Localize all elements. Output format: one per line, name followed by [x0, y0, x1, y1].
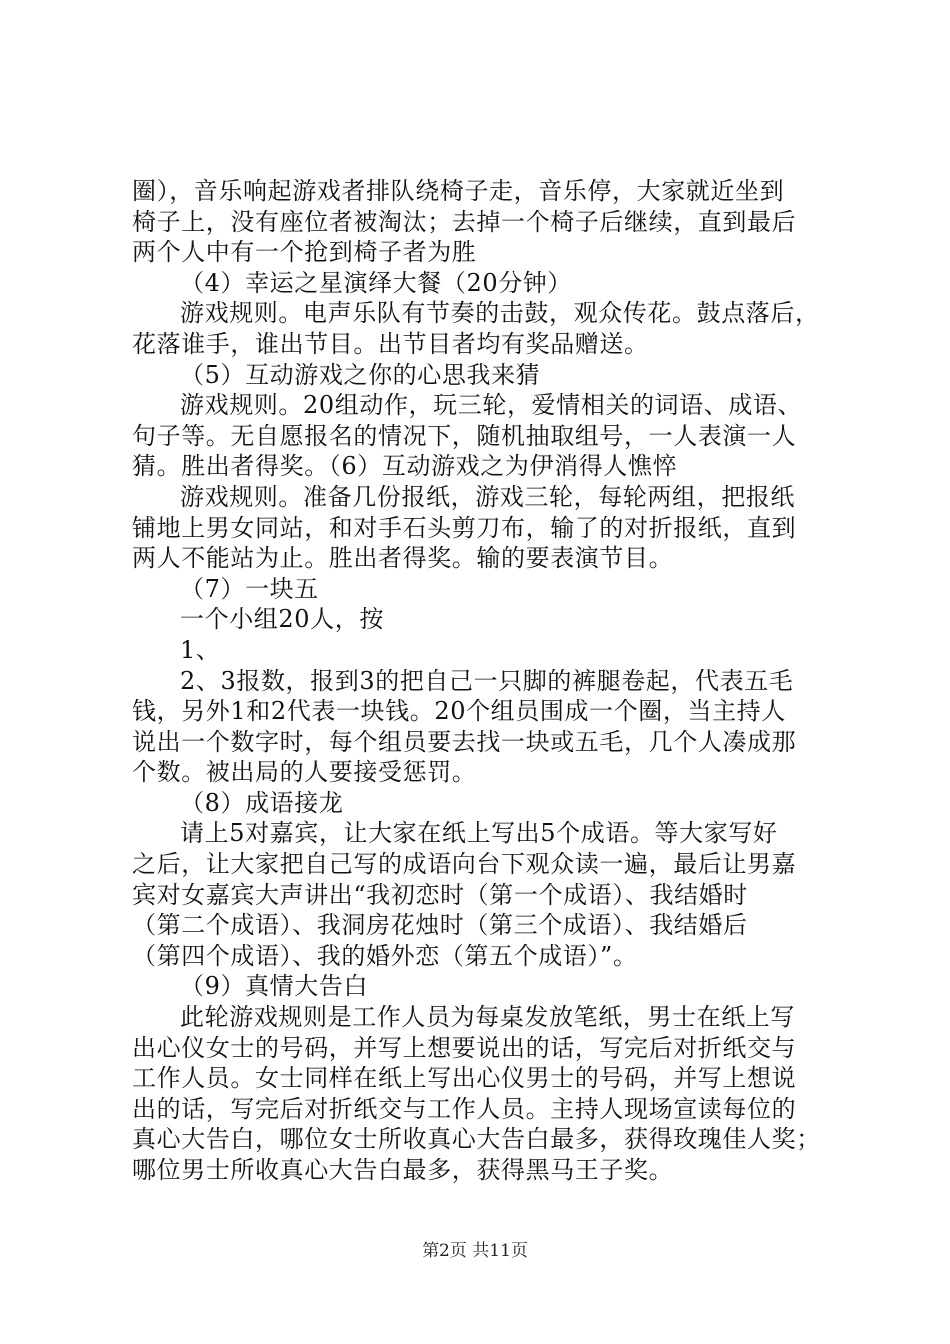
text-line: （第四个成语）、我的婚外恋（第五个成语）”。	[132, 941, 638, 970]
page-footer	[0, 1240, 950, 1262]
document-body	[132, 176, 832, 1186]
text-line: 游戏规则。20组动作，玩三轮，爱情相关的词语、成语、	[180, 391, 803, 420]
section-heading: （7）一块五	[180, 574, 319, 603]
section-heading: （5）互动游戏之你的心思我来猜	[180, 360, 541, 389]
text-line: 2、3报数，报到3的把自己一只脚的裤腿卷起，代表五毛	[180, 666, 794, 695]
text-line: 钱，另外1和2代表一块钱。20个组员围成一个圈，当主持人	[132, 697, 786, 726]
text-line: 两人不能站为止。胜出者得奖。输的要表演节目。	[132, 544, 674, 573]
text-line: 游戏规则。电声乐队有节奏的击鼓，观众传花。鼓点落后，	[180, 299, 820, 328]
text-line: 此轮游戏规则是工作人员为每桌发放笔纸，男士在纸上写	[180, 1003, 795, 1032]
text-line: 工作人员。女士同样在纸上写出心仪男士的号码，并写上想说	[132, 1064, 797, 1093]
text-line: 铺地上男女同站，和对手石头剪刀布，输了的对折报纸，直到	[132, 513, 797, 542]
text-line: 圈），音乐响起游戏者排队绕椅子走，音乐停，大家就近坐到	[132, 177, 785, 205]
text-line: 猜。胜出者得奖。（6）互动游戏之为伊消得人憔悴	[132, 452, 678, 481]
text-line: 游戏规则。准备几份报纸，游戏三轮，每轮两组，把报纸	[180, 482, 795, 511]
section-heading: （8）成语接龙	[180, 788, 344, 817]
text-line: 花落谁手，谁出节目。出节目者均有奖品赠送。	[132, 329, 649, 358]
text-line: 出的话，写完后对折纸交与工作人员。主持人现场宣读每位的	[132, 1094, 797, 1123]
page-number: 第2页 共11页	[422, 1241, 528, 1261]
text-line: 哪位男士所收真心大告白最多，获得黑马王子奖。	[132, 1156, 674, 1184]
section-heading: （9）真情大告白	[180, 972, 369, 1001]
text-line: 两个人中有一个抢到椅子者为胜	[132, 238, 477, 267]
text-line: 宾对女嘉宾大声讲出“我初恋时（第一个成语）、我结婚时	[132, 880, 748, 909]
text-line: 一个小组20人，按	[180, 605, 384, 634]
text-line: 真心大告白，哪位女士所收真心大告白最多，获得玫瑰佳人奖；	[132, 1125, 821, 1154]
text-line: 椅子上，没有座位者被淘汰；去掉一个椅子后继续，直到最后	[132, 207, 797, 236]
text-line: 之后，让大家把自己写的成语向台下观众读一遍，最后让男嘉	[132, 850, 797, 879]
text-line: 个数。被出局的人要接受惩罚。	[132, 758, 477, 787]
text-line: （第二个成语）、我洞房花烛时（第三个成语）、我结婚后	[132, 911, 748, 940]
text-line: 出心仪女士的号码，并写上想要说出的话，写完后对折纸交与	[132, 1033, 797, 1062]
text-line: 请上5对嘉宾，让大家在纸上写出5个成语。等大家写好	[180, 819, 778, 848]
text-line: 1、	[180, 635, 221, 664]
text-line: 句子等。无自愿报名的情况下，随机抽取组号，一人表演一人	[132, 421, 797, 450]
section-heading: （4）幸运之星演绎大餐（20分钟）	[180, 268, 573, 297]
text-line: 说出一个数字时，每个组员要去找一块或五毛，几个人凑成那	[132, 727, 797, 756]
